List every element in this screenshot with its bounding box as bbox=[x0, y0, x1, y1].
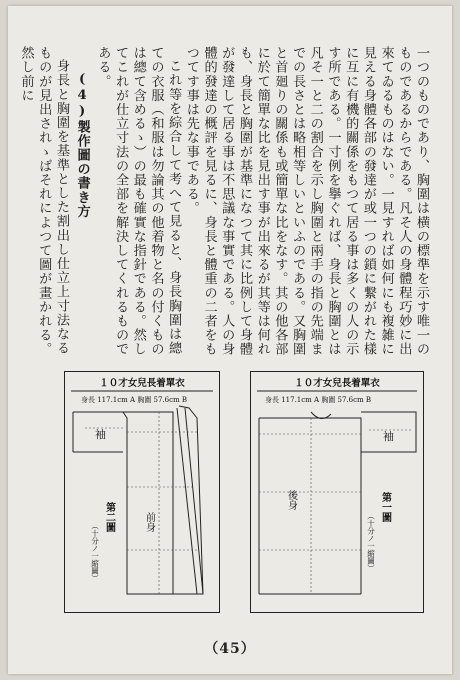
figure-number: 第一圖 bbox=[379, 492, 391, 522]
figure-measurements: 身長 117.1cm A 胸圍 57.6cm B bbox=[81, 396, 188, 404]
figure-label-front: 前身 bbox=[143, 512, 155, 532]
section-number: (4) bbox=[74, 72, 90, 121]
figure-scale: （十分ノ一縮圖） bbox=[90, 522, 100, 582]
figure-label-back: 後身 bbox=[285, 490, 297, 510]
figure-label-sleeve: 袖 bbox=[95, 428, 106, 441]
figure-front-body bbox=[64, 371, 220, 613]
body-paragraph: 一つのものであり、胸圍は横の標準を示す唯一のものであるからである。凡そ人の身體程巧妙に出來てゐるものはない。一見すれば如何にも複雑に見える身體各部の發達が或一つの鎖に繋がれた樣に互に有機的關係をもつて居る事は多くの人の示す所である。一寸例を擧ぐれば、身長と胸圍とは凡そ一と二の割合を示し胸圍と兩手の指の先端までの長さとは略相等しいといふのである。又胸圍と首廻りの關係も或簡單な比をなす。其の他各部に於て簡單な比を見出す事が出來るが其等は何れも、身長と胸圍が基準になつて其に比例して身體が發達して居る事は不思議な事實である。人の身體的發達の概評を見るに、身長と體重の二者をもつてす事は先な事である。 bbox=[183, 46, 429, 357]
figure-back-body bbox=[250, 371, 424, 613]
book-page bbox=[8, 6, 452, 674]
figure-label-sleeve: 袖 bbox=[383, 430, 394, 443]
figure-title: １０才女兒長着單衣 bbox=[99, 378, 185, 389]
page-number: （45） bbox=[204, 641, 256, 657]
figure-title: １０才女兒長着單衣 bbox=[294, 378, 380, 389]
section-title: 製作圖の書き方 bbox=[74, 120, 90, 219]
figure-scale: （十分ノ一縮圖） bbox=[366, 512, 376, 572]
body-paragraph: 身長と胸圍を基準とした割出し仕立上寸法なるものが見出されゝばそれによつて圖が畫かれる。然し前に bbox=[18, 46, 69, 357]
figure-measurements: 身長 117.1cm A 胸圍 57.6cm B bbox=[265, 396, 372, 404]
body-text bbox=[18, 46, 430, 358]
body-paragraph: これ等を綜合して考へて見ると、身長胸圍は總ての衣服（和服は勿論其の他着物と名の付くものは總て含めるゝ）の最も確實な指針である。然してこれが仕立寸法の全部を解決してくれるものである。 bbox=[95, 46, 182, 357]
section-heading bbox=[73, 46, 91, 358]
figure-number: 第二圖 bbox=[103, 502, 115, 532]
